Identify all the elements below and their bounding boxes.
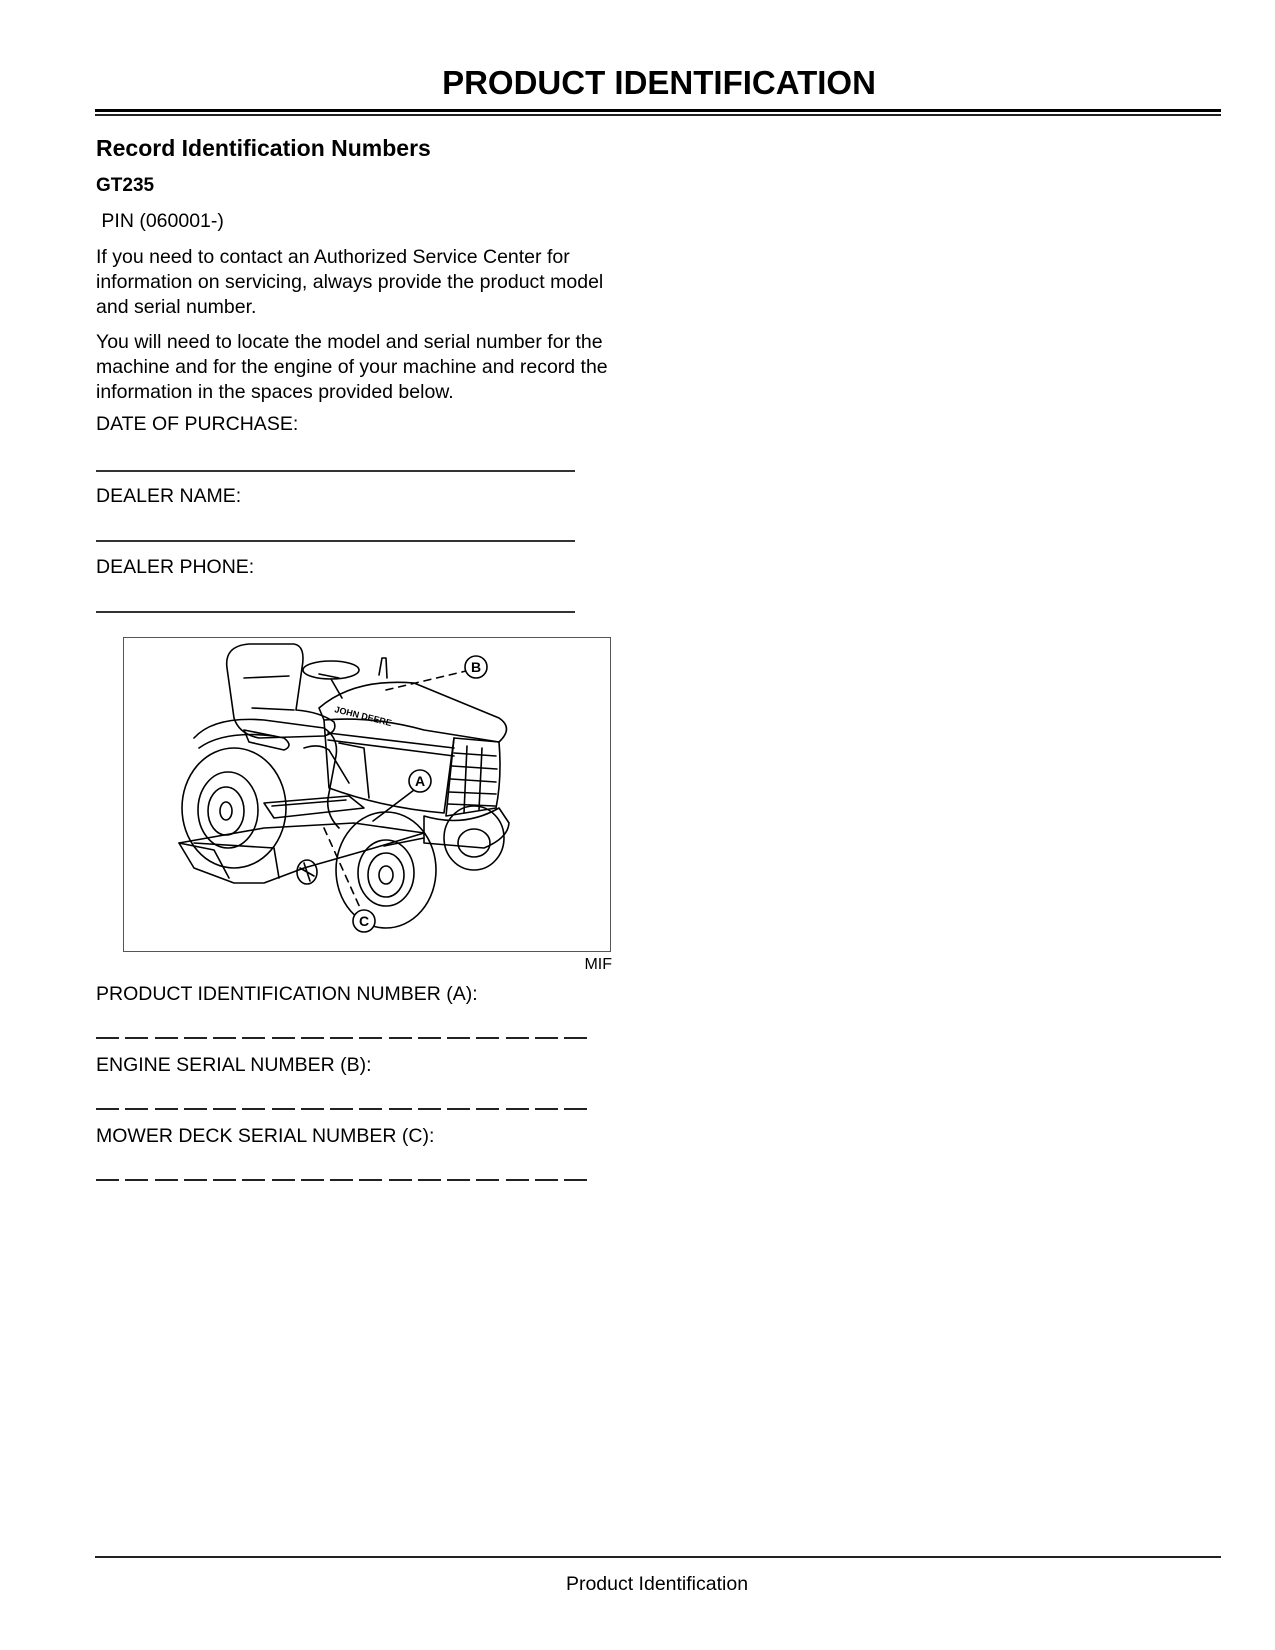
paragraph-line: machine and for the engine of your machine and record the xyxy=(96,356,608,378)
engine-serial-label: ENGINE SERIAL NUMBER (B): xyxy=(96,1054,372,1076)
header-rule-thin xyxy=(95,114,1221,116)
mower-deck-serial-field[interactable] xyxy=(96,1179,587,1181)
header-rule-thick xyxy=(95,109,1221,112)
pin-label: PRODUCT IDENTIFICATION NUMBER (A): xyxy=(96,983,478,1005)
model-heading: GT235 xyxy=(96,175,155,196)
engine-serial-field[interactable] xyxy=(96,1108,587,1110)
paragraph-line: information in the spaces provided below. xyxy=(96,381,454,403)
dealer-phone-label: DEALER PHONE: xyxy=(96,556,255,578)
svg-text:C: C xyxy=(358,913,370,929)
tractor-drawing-icon xyxy=(124,638,612,953)
date-of-purchase-label: DATE OF PURCHASE: xyxy=(96,413,299,435)
paragraph-line: information on servicing, always provide the product model xyxy=(96,271,604,293)
pin-field[interactable] xyxy=(96,1037,587,1039)
paragraph-line: You will need to locate the model and serial number for the xyxy=(96,331,603,353)
svg-text:JOHN DEERE: JOHN DEERE xyxy=(333,704,393,729)
dealer-phone-field[interactable] xyxy=(96,611,575,613)
paragraph-line: and serial number. xyxy=(96,296,257,318)
tractor-illustration xyxy=(123,637,611,952)
mower-deck-serial-label: MOWER DECK SERIAL NUMBER (C): xyxy=(96,1125,435,1147)
figure-code: MIF xyxy=(584,956,612,973)
page-title: PRODUCT IDENTIFICATION xyxy=(442,64,876,101)
paragraph-record-instructions xyxy=(96,330,656,405)
dealer-name-field[interactable] xyxy=(96,540,575,542)
paragraph-line: If you need to contact an Authorized Service Center for xyxy=(96,246,570,268)
dealer-name-label: DEALER NAME: xyxy=(96,485,242,507)
section-heading: Record Identification Numbers xyxy=(96,135,431,161)
footer-rule xyxy=(95,1556,1221,1558)
paragraph-service-info xyxy=(96,245,656,320)
footer-section-name: Product Identification xyxy=(565,1573,749,1595)
date-of-purchase-field[interactable] xyxy=(96,470,575,472)
pin-range: PIN (060001-) xyxy=(96,210,224,232)
svg-text:A: A xyxy=(414,773,426,789)
svg-text:B: B xyxy=(470,659,482,675)
